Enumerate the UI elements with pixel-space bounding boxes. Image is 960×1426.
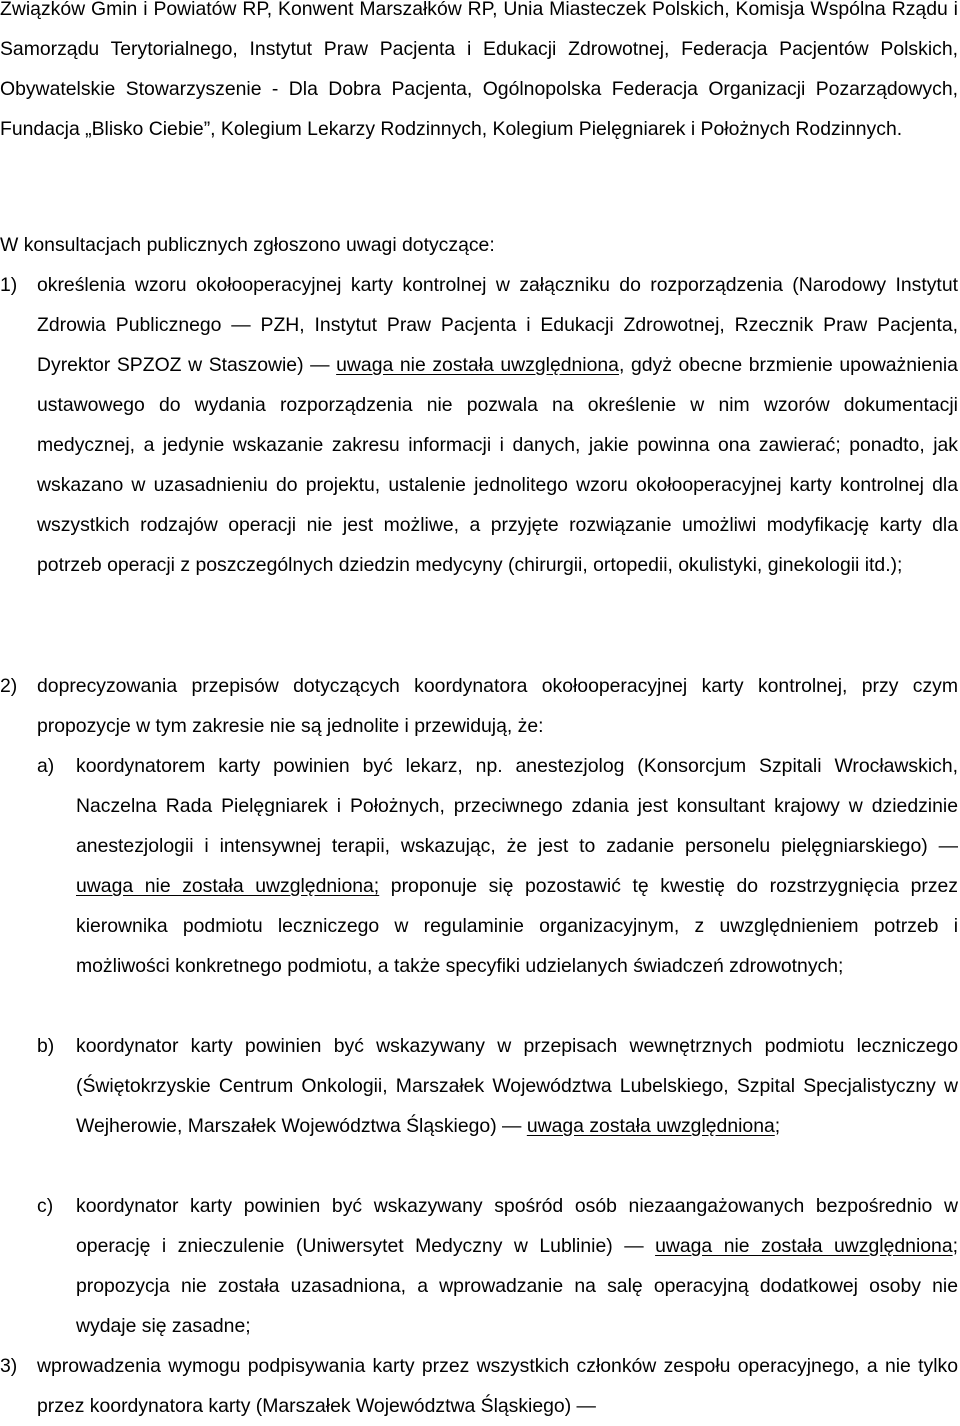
sub-item-a: [37, 746, 958, 986]
sub-item-letter: c): [37, 1195, 54, 1217]
sub-item-c: [37, 1186, 958, 1346]
sub-item-text: koordynator karty powinien być wskazywany spośród osób niezaangażowanych bezpośrednio w operację i znieczulenie (Uniwersytet Medyczny w Lublinie) —: [76, 1195, 958, 1257]
list-item-body: doprecyzowania przepisów dotyczących koordynatora okołooperacyjnej karty kontrolnej, przy czym propozycje w tym zakresie nie są jednolite i przewidują, że:: [37, 675, 958, 737]
sub-item-b: [37, 1026, 958, 1146]
list-item-2: [0, 666, 958, 746]
sub-item-text-continued: ;: [774, 1115, 781, 1137]
verdict-underlined: uwaga nie została uwzględniona;: [76, 875, 380, 897]
list-item-1: [0, 265, 958, 585]
sub-item-body: [76, 1186, 958, 1346]
opening-paragraph-text: Związków Gmin i Powiatów RP, Konwent Marszałków RP, Unia Miasteczek Polskich, Komisja Wspólna Rządu i Samorządu Terytorialnego, Instytut Praw Pacjenta i Edukacji Zdrowotnej, Federacja Pacjentów Polskich, Obywatelskie Stowarzyszenie - Dla Dobra Pacjenta, Ogólnopolska Federacja Organizacji Pozarządowych, Fundacja „Blisko Ciebie”, Kolegium Lekarzy Rodzinnych, Kolegium Pielęgniarek i Położnych Rodzinnych.: [0, 0, 958, 140]
list-item-number: 1): [0, 274, 18, 296]
sub-item-text-continued: ; propozycja nie została uzasadniona, a wprowadzanie na salę operacyjną dodatkowej osoby nie wydaje się zasadne;: [76, 1235, 958, 1337]
opening-paragraph: [0, 0, 958, 149]
verdict-underlined: uwaga została uwzględniona: [526, 1115, 775, 1137]
list-item-number: 3): [0, 1355, 18, 1377]
sub-item-text: koordynator karty powinien być wskazywany w przepisach wewnętrznych podmiotu leczniczego (Świętokrzyskie Centrum Onkologii, Marszałek Województwa Lubelskiego, Szpital Specjalistyczny w Wejherowie, Marszałek Województwa Śląskiego) —: [76, 1035, 958, 1137]
list-item-text: określenia wzoru okołooperacyjnej karty kontrolnej w załączniku do rozporządzenia (Narodowy Instytut Zdrowia Publicznego — PZH, Instytut Praw Pacjenta i Edukacji Zdrowotnej, Rzecznik Praw Pacjenta, Dyrektor SPZOZ w Staszowie) —: [37, 274, 958, 376]
verdict-underlined: uwaga nie została uwzględniona: [655, 1235, 953, 1257]
intro-text: W konsultacjach publicznych zgłoszono uwagi dotyczące:: [0, 234, 495, 256]
sub-item-body: [76, 746, 958, 986]
sub-item-letter: a): [37, 755, 55, 777]
list-item-3: [0, 1346, 958, 1426]
list-item-body: [37, 265, 958, 585]
sub-item-text: koordynatorem karty powinien być lekarz, np. anestezjolog (Konsorcjum Szpitali Wrocławskich, Naczelna Rada Pielęgniarek i Położnych, przeciwnego zdania jest konsultant krajowy w dziedzinie anestezjologii i intensywnej terapii, wskazując, że jest to zadanie personelu pielęgniarskiego) —: [76, 755, 958, 857]
sub-item-letter: b): [37, 1035, 55, 1057]
list-item-body: wprowadzenia wymogu podpisywania karty przez wszystkich członków zespołu operacyjnego, a nie tylko przez koordynatora karty (Marszałek Województwa Śląskiego) —: [37, 1355, 958, 1417]
list-item-number: 2): [0, 675, 18, 697]
sub-item-text-continued: proponuje się pozostawić tę kwestię do rozstrzygnięcia przez kierownika podmiotu leczniczego w regulaminie organizacyjnym, z uwzględnieniem potrzeb i możliwości konkretnego podmiotu, a także specyfiki udzielanych świadczeń zdrowotnych;: [76, 875, 958, 977]
consultation-intro: [0, 225, 958, 265]
verdict-underlined: uwaga nie została uwzględniona: [336, 354, 619, 376]
list-item-text-continued: , gdyż obecne brzmienie upoważnienia ustawowego do wydania rozporządzenia nie pozwala na określenie w nim wzorów dokumentacji medycznej, a jedynie wskazanie zakresu informacji i danych, jakie powinna ona zawierać; ponadto, jak wskazano w uzasadnieniu do projektu, ustalenie jednolitego wzoru okołooperacyjnej karty kontrolnej dla wszystkich rodzajów operacji nie jest możliwe, a przyjęte rozwiązanie umożliwi modyfikację karty dla potrzeb operacji z poszczególnych dziedzin medycyny (chirurgii, ortopedii, okulistyki, ginekologii itd.);: [37, 354, 958, 576]
sub-item-body: [76, 1026, 958, 1146]
